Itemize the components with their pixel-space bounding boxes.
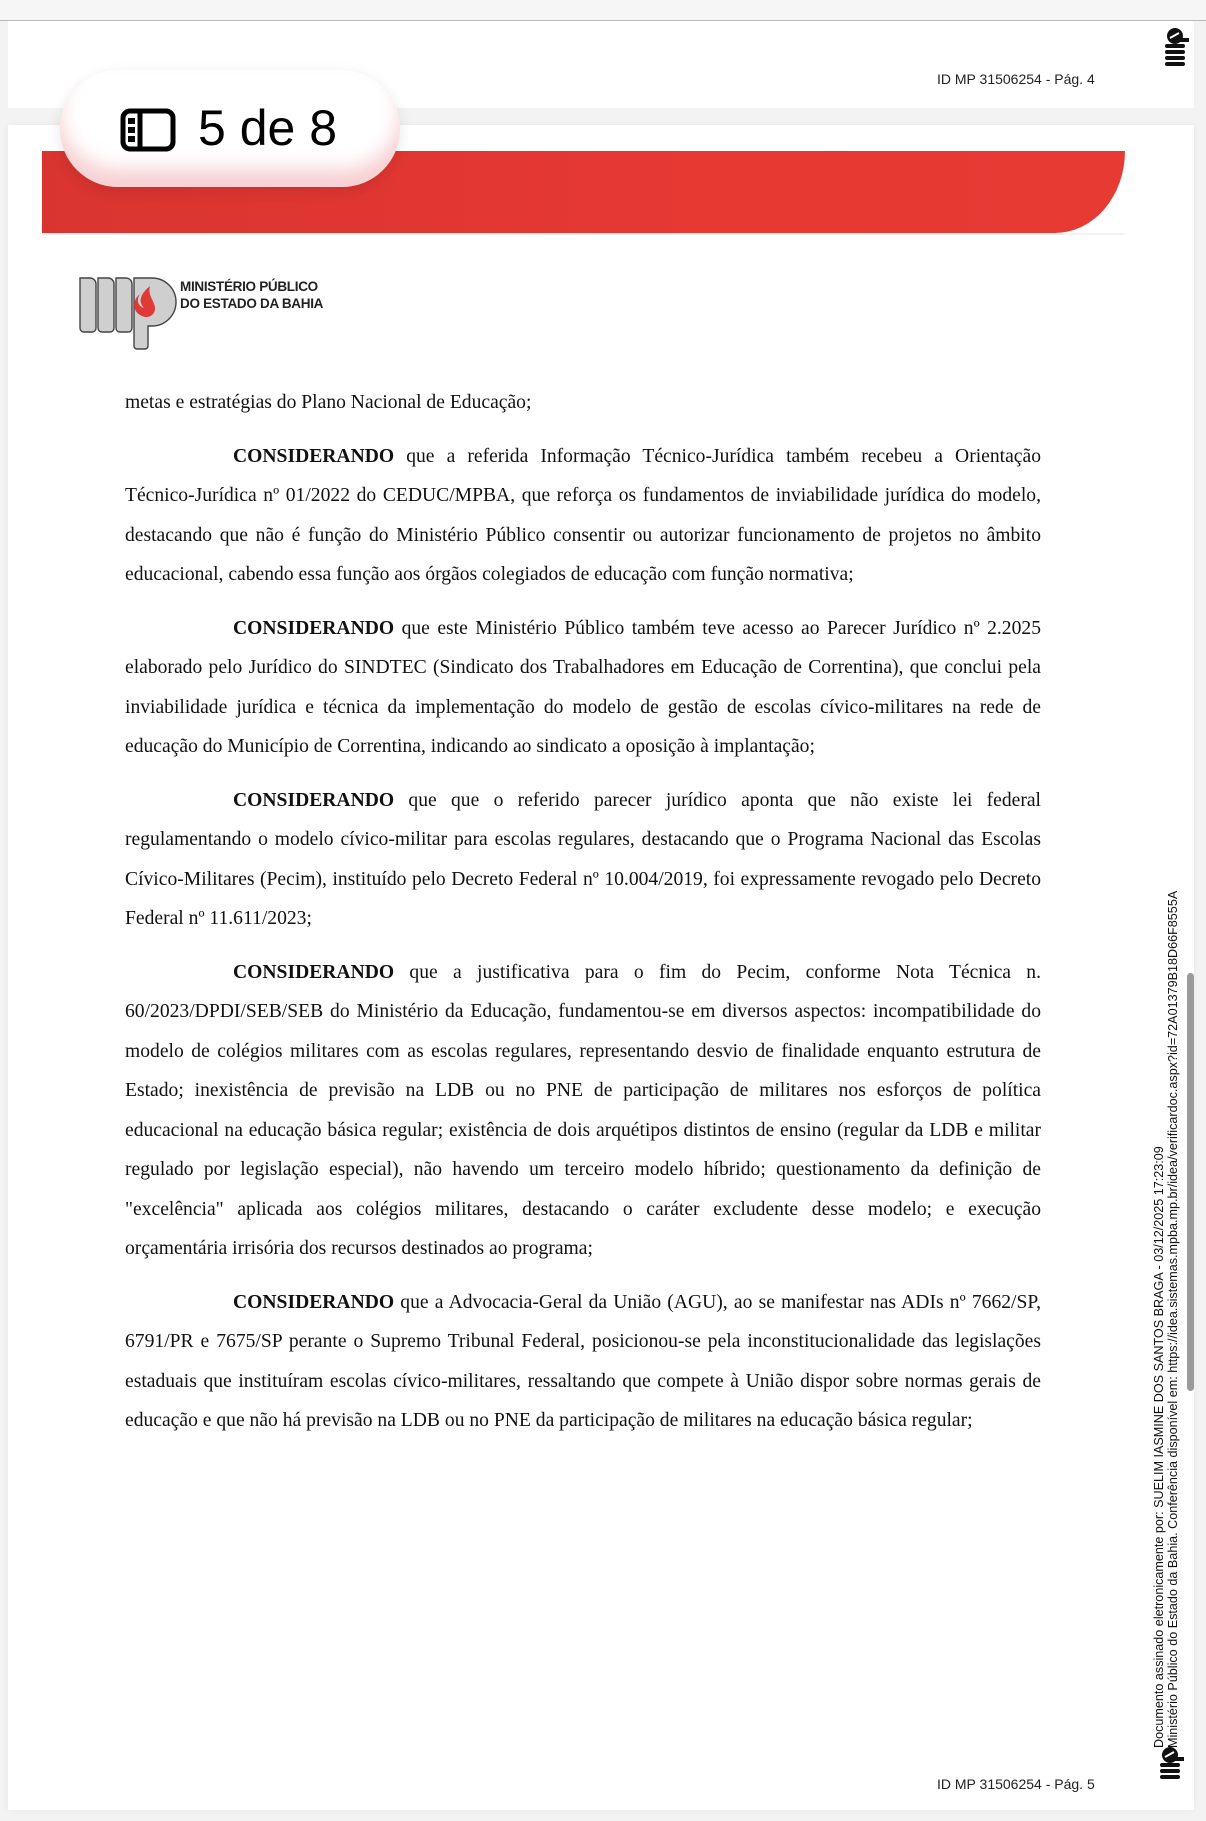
vertical-scrollbar-thumb[interactable]: [1187, 973, 1194, 1391]
paragraph-text: metas e estratégias do Plano Nacional de Educação;: [125, 392, 532, 413]
paragraph-text: que a referida Informação Técnico-Jurídica também recebeu a Orientação Técnico-Jurídica nº 01/2022 do CEDUC/MPBA, que reforça os fundamentos de inviabilidade jurídica do modelo, destacando que não é função do Ministério Público consentir ou autorizar funcionamento de projetos no âmbito educacional, cabendo essa função aos órgãos colegiados de educação com função normativa;: [125, 445, 1041, 585]
page-5-footer-id: ID MP 31506254 - Pág. 5: [937, 1776, 1095, 1792]
paragraph: [125, 437, 1041, 595]
page-indicator-badge[interactable]: [60, 70, 400, 187]
logo-line-2: DO ESTADO DA BAHIA: [180, 296, 324, 311]
page-4-footer-id: ID MP 31506254 - Pág. 4: [937, 71, 1095, 87]
signature-line-1: Documento assinado eletronicamente por: SUELIM IASMINE DOS SANTOS BRAGA - 03/12/2025 17:23:09: [1152, 1146, 1166, 1748]
logo-line-1: MINISTÉRIO PÚBLICO: [180, 279, 318, 294]
electronic-signature-notice: [1152, 891, 1180, 1748]
paragraph-keyword: CONSIDERANDO: [233, 789, 395, 811]
paragraph-keyword: CONSIDERANDO: [233, 445, 395, 467]
viewer-top-bar: [0, 0, 1206, 21]
paragraph: [125, 781, 1041, 939]
paragraph-keyword: CONSIDERANDO: [233, 1291, 395, 1313]
mp-side-logo-icon: [1158, 1745, 1186, 1783]
paragraph: [125, 953, 1041, 1269]
paragraph-text: que a Advocacia-Geral da União (AGU), ao se manifestar nas ADIs nº 7662/SP, 6791/PR e 7675/SP perante o Supremo Tribunal Federal, posicionou-se pela inconstitucionalidade das legislações estaduais que instituíram escolas cívico-militares, ressaltando que compete à União dispor sobre normas gerais de educação e que não há previsão na LDB ou no PNE da participação de militares na educação básica regular;: [125, 1291, 1041, 1431]
page-indicator-text: 5 de 8: [198, 100, 338, 156]
paragraph-text: que a justificativa para o fim do Pecim, conforme Nota Técnica n. 60/2023/DPDI/SEB/SEB do Ministério da Educação, fundamentou-se em diversos aspectos: incompatibilidade do modelo de colégios militares com as escolas regulares, representando desvio de finalidade enquanto estrutura de Estado; inexistência de previsão na LDB ou no PNE de participação de militares nos esforços de política educacional na educação básica regular; existência de dois arquétipos distintos de ensino (regular da LDB e militar regulado por legislação especial), não havendo um terceiro modelo híbrido; questionamento da definição de "excelência" aplicada aos colégios militares, destacando o caráter excludente desse modelo; e execução orçamentária irrisória dos recursos destinados ao programa;: [125, 961, 1041, 1259]
paragraph-text: que este Ministério Público também teve acesso ao Parecer Jurídico nº 2.2025 elaborado pelo Jurídico do SINDTEC (Sindicato dos Trabalhadores em Educação de Correntina), que conclui pela inviabilidade jurídica e técnica da implementação do modelo de gestão de escolas cívico-militares na rede de educação do Município de Correntina, indicando ao sindicato a oposição à implantação;: [125, 617, 1041, 757]
paragraph: [125, 383, 1041, 423]
paragraph-keyword: CONSIDERANDO: [233, 617, 395, 639]
sidebar-thumbnails-icon: [120, 108, 176, 152]
paragraph: [125, 609, 1041, 767]
logo-wordmark: [180, 278, 323, 312]
paragraph-text: que que o referido parecer jurídico aponta que não existe lei federal regulamentando o modelo cívico-militar para escolas regulares, destacando que o Programa Nacional das Escolas Cívico-Militares (Pecim), instituído pelo Decreto Federal nº 10.004/2019, foi expressamente revogado pelo Decreto Federal nº 11.611/2023;: [125, 789, 1041, 929]
signature-line-2[interactable]: Ministério Público do Estado da Bahia. Conferência disponível em: https://idea.sistemas.mpba.mp.br/idea/verificardoc.aspx?id=72A01379B18D66F8555A: [1166, 890, 1180, 1748]
paragraph: [125, 1283, 1041, 1441]
paragraph-keyword: CONSIDERANDO: [233, 961, 395, 983]
document-body: [125, 383, 1041, 1455]
mp-side-logo-icon: [1163, 24, 1189, 68]
